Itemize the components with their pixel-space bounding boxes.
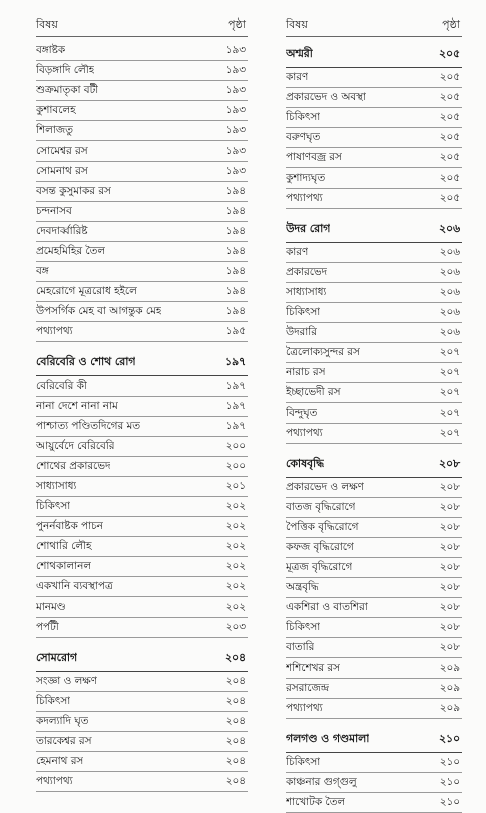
toc-entry [36, 202, 248, 222]
entry-page-number: ২১০ [439, 755, 460, 768]
entry-title: বসন্ত কুসুমাকর রস [36, 184, 111, 197]
entry-page-number: ২০৫ [439, 171, 460, 184]
entry-page-number: ২০৭ [439, 386, 460, 399]
section-title: কোষবৃদ্ধি [286, 456, 325, 470]
entry-title: শোথের প্রকারভেদ [36, 459, 111, 472]
toc-entry [286, 518, 462, 538]
entry-page-number: ২০৫ [439, 131, 460, 144]
entry-title: আয়ুর্বেদে বেরিবেরি [36, 439, 115, 452]
toc-entry [286, 793, 462, 813]
entry-title: একখানি ব্যবস্থাপত্র [36, 580, 113, 593]
entry-title: চিকিৎসা [286, 621, 321, 634]
entry-title: কফজ বৃদ্ধিরোগে [286, 540, 354, 553]
subject-heading: বিষয় [286, 18, 308, 31]
entry-page-number: ১৯৩ [225, 104, 246, 117]
entry-title: সোমেশ্বর রস [36, 144, 88, 157]
entry-title: উদরারি [286, 326, 317, 339]
entry-page-number: ২০১ [225, 479, 246, 492]
toc-entry [36, 597, 248, 617]
entry-page-number: ২০৬ [439, 245, 460, 258]
entry-page-number: ২০২ [225, 600, 246, 613]
entry-title: বাতারি [286, 641, 315, 654]
toc-entry [286, 658, 462, 678]
toc-entry [36, 222, 248, 242]
entry-page-number: ২০৯ [439, 701, 460, 714]
section-title: বেরিবেরি ও শোথ রোগ [36, 355, 136, 369]
toc-column-left [36, 14, 248, 792]
entry-page-number: ১৯৪ [225, 184, 246, 197]
entry-title: প্রমেহমিহির তৈল [36, 245, 106, 258]
entry-page-number: ১৯৪ [225, 305, 246, 318]
toc-entry [286, 638, 462, 658]
entry-title: অন্ত্রবৃদ্ধি [286, 581, 319, 594]
entry-page-number: ১৯৭ [225, 419, 246, 432]
entry-page-number: ২০২ [225, 560, 246, 573]
entry-title: মেহরোগে মূত্ররোধ হইলে [36, 285, 137, 298]
toc-entry [286, 68, 462, 88]
entry-title: কারণ [286, 245, 309, 258]
toc-entry [286, 88, 462, 108]
entry-page-number: ২১০ [439, 796, 460, 808]
toc-entry [286, 618, 462, 638]
toc-entry [36, 282, 248, 302]
toc-entry [286, 679, 462, 699]
toc-entry [286, 753, 462, 773]
entry-page-number: ১৯৭ [225, 399, 246, 412]
entry-page-number: ২০৫ [439, 111, 460, 124]
toc-entry [286, 538, 462, 558]
entry-page-number: ২০৪ [225, 714, 246, 727]
entry-title: পাশ্চাত্য পণ্ডিতদিগের মত [36, 419, 141, 432]
toc-entry [36, 497, 248, 517]
entry-title: সংজ্ঞা ও লক্ষণ [36, 674, 97, 687]
entry-page-number: ২০৮ [439, 540, 460, 553]
entry-page-number: ২০৯ [439, 681, 460, 694]
toc-entry [36, 457, 248, 477]
entry-title: শুক্রমাতৃকা বটী [36, 84, 99, 97]
entry-page-number: ১৯৪ [225, 285, 246, 298]
toc-entry [286, 578, 462, 598]
entry-title: প্রকারভেদ ও লক্ষণ [286, 480, 364, 493]
entry-page-number: ২০৮ [439, 621, 460, 634]
section-heading [286, 216, 462, 243]
entry-title: কুশাদ্যঘৃত [286, 171, 326, 184]
entry-page-number: ২০৯ [439, 661, 460, 674]
entry-title: রসরাজেন্দ্র [286, 681, 330, 694]
toc-entry [286, 323, 462, 343]
toc-entries [36, 41, 248, 792]
entry-title: শশিশেখর রস [286, 661, 341, 674]
toc-entry [36, 121, 248, 141]
toc-entry [36, 577, 248, 597]
entry-page-number: ২০৫ [439, 151, 460, 164]
toc-entry [36, 61, 248, 81]
entry-page-number: ২০৪ [225, 775, 246, 788]
entry-page-number: ২০২ [225, 580, 246, 593]
entry-page-number: ২০০ [225, 439, 246, 452]
entry-title: চিকিৎসা [286, 306, 321, 319]
toc-entry [36, 437, 248, 457]
entry-page-number: ২০৬ [439, 326, 460, 339]
section-page-number: ২০৮ [438, 456, 460, 470]
entry-title: বিড়ঙ্গাদি লৌহ [36, 64, 95, 77]
section-title: গলগণ্ড ও গণ্ডমালা [286, 731, 370, 745]
section-page-number: ১৯৭ [224, 355, 246, 369]
toc-entry [286, 283, 462, 303]
entry-title: পথ্যাপথ্য [36, 775, 73, 788]
toc-entry [36, 41, 248, 61]
section-page-number: ২১০ [438, 731, 460, 745]
entry-title: কদল্যাদি ঘৃত [36, 714, 89, 727]
toc-entry [36, 376, 248, 396]
entry-page-number: ২০৪ [225, 755, 246, 768]
entry-page-number: ২০৮ [439, 561, 460, 574]
toc-entry [36, 141, 248, 161]
entry-page-number: ২০৭ [439, 406, 460, 419]
entry-page-number: ২০৭ [439, 346, 460, 359]
section-page-number: ২০৪ [224, 650, 246, 664]
toc-entry [36, 537, 248, 557]
entry-title: মানমণ্ড [36, 600, 66, 613]
entry-page-number: ১৯৩ [225, 44, 246, 57]
entry-title: চিকিৎসা [36, 500, 71, 513]
entry-title: উপসর্গিক মেহ বা আগন্তুক মেহ [36, 305, 162, 318]
page-heading: পৃষ্ঠা [442, 18, 460, 31]
entry-page-number: ১৯৪ [225, 204, 246, 217]
toc-entry [36, 772, 248, 792]
column-header [286, 14, 462, 37]
entry-title: শিলাজতু [36, 124, 73, 137]
page-heading: পৃষ্ঠা [228, 18, 246, 31]
toc-entry [286, 403, 462, 423]
section-heading [36, 645, 248, 672]
toc-entry [286, 343, 462, 363]
toc-column-right [286, 14, 462, 813]
entry-page-number: ২০৪ [225, 735, 246, 747]
entry-page-number: ২০৪ [225, 694, 246, 707]
entry-page-number: ১৯৩ [225, 144, 246, 157]
subject-heading: বিষয় [36, 18, 58, 31]
entry-title: বঙ্গাষ্টক [36, 44, 66, 57]
entry-title: পথ্যাপথ্য [286, 191, 323, 204]
entry-page-number: ২০৫ [439, 71, 460, 84]
entry-title: পৈত্তিক বৃদ্ধিরোগে [286, 520, 359, 533]
entry-title: সাধ্যাসাধ্য [36, 479, 77, 492]
toc-entry [36, 557, 248, 577]
entry-title: বরুণঘৃত [286, 131, 321, 144]
section-gap [286, 444, 462, 451]
section-page-number: ২০৫ [438, 47, 460, 60]
entry-title: বিন্দুঘৃত [286, 406, 318, 419]
entry-title: বঙ্গ [36, 265, 49, 278]
entry-page-number: ১৯৪ [225, 265, 246, 278]
section-gap [286, 209, 462, 216]
column-header [36, 14, 248, 37]
entry-page-number: ২০৪ [225, 674, 246, 687]
entry-title: চিকিৎসা [36, 694, 71, 707]
toc-entry [36, 101, 248, 121]
entry-page-number: ২১০ [439, 775, 460, 788]
toc-entry [36, 81, 248, 101]
section-title: উদর রোগ [286, 221, 331, 235]
entry-title: প্রকারভেদ ও অবস্থা [286, 91, 367, 104]
entry-title: বাতজ বৃদ্ধিরোগে [286, 500, 356, 513]
toc-entry [36, 397, 248, 417]
entry-title: ইচ্ছাভেদী রস [286, 386, 341, 399]
entry-page-number: ২০৭ [439, 366, 460, 379]
section-page-number: ২০৬ [438, 221, 460, 235]
entry-page-number: ২০৫ [439, 191, 460, 204]
entry-title: হেমনাথ রস [36, 755, 84, 768]
toc-entry [286, 128, 462, 148]
entry-title: শাখোটক তৈল [286, 796, 346, 808]
entry-page-number: ১৯৩ [225, 84, 246, 97]
section-gap [36, 638, 248, 645]
toc-entry [286, 424, 462, 444]
toc-entry [36, 182, 248, 202]
section-gap [36, 342, 248, 349]
entry-title: কুশাবলেহ [36, 104, 76, 117]
entry-page-number: ২০২ [225, 520, 246, 533]
entry-title: শোথকালানল [36, 560, 92, 573]
entry-title: কারণ [286, 71, 309, 84]
entry-page-number: ২০৮ [439, 520, 460, 533]
toc-entry [286, 148, 462, 168]
entry-page-number: ২০২ [225, 500, 246, 513]
toc-entry [286, 243, 462, 263]
toc-entry [36, 618, 248, 638]
entry-title: দেবদার্ব্বারিষ্ট [36, 224, 88, 237]
entry-page-number: ১৯৪ [225, 224, 246, 237]
toc-entry [36, 302, 248, 322]
entry-page-number: ১৯৩ [225, 124, 246, 137]
toc-entry [286, 168, 462, 188]
entry-title: পাষাণবজ্র রস [286, 151, 342, 164]
toc-entry [286, 383, 462, 403]
toc-entry [36, 712, 248, 732]
entry-title: বেরিবেরি কী [36, 379, 87, 392]
entry-title: তারকেশ্বর রস [36, 735, 92, 747]
toc-entry [286, 699, 462, 719]
entry-title: পুনর্নবাষ্টক পাচন [36, 520, 103, 533]
entry-title: পথ্যাপথ্য [286, 426, 323, 439]
section-heading [36, 349, 248, 376]
toc-entry [36, 417, 248, 437]
entry-title: চিকিৎসা [286, 111, 321, 124]
entry-page-number: ১৯৩ [225, 64, 246, 77]
entry-title: পথ্যাপথ্য [286, 701, 323, 714]
entry-title: মূত্রজ বৃদ্ধিরোগে [286, 561, 353, 574]
toc-entry [36, 242, 248, 262]
section-heading [286, 726, 462, 753]
entry-page-number: ২০৮ [439, 641, 460, 654]
toc-entry [36, 672, 248, 692]
entry-title: একশিরা ও বাতশিরা [286, 601, 368, 614]
section-heading [286, 451, 462, 478]
section-gap [286, 719, 462, 726]
section-title: সোমরোগ [36, 650, 78, 664]
entry-page-number: ২০৬ [439, 285, 460, 298]
section-title: অশ্মরী [286, 47, 313, 60]
toc-entry [36, 162, 248, 182]
toc-entries [286, 41, 462, 813]
toc-entry [286, 363, 462, 383]
entry-page-number: ২০৫ [439, 91, 460, 104]
entry-page-number: ২০০ [225, 459, 246, 472]
toc-entry [286, 498, 462, 518]
toc-entry [36, 732, 248, 752]
toc-entry [36, 477, 248, 497]
entry-page-number: ১৯৪ [225, 245, 246, 258]
toc-entry [286, 303, 462, 323]
toc-entry [286, 108, 462, 128]
entry-title: নারাচ রস [286, 366, 326, 379]
entry-title: শোথারি লৌহ [36, 540, 92, 553]
entry-page-number: ২০৭ [439, 426, 460, 439]
entry-title: পর্পটী [36, 620, 59, 633]
toc-entry [36, 692, 248, 712]
section-heading [286, 41, 462, 68]
entry-title: চন্দনাসব [36, 204, 72, 217]
toc-entry [36, 262, 248, 282]
entry-title: চিকিৎসা [286, 755, 321, 768]
toc-entry [36, 517, 248, 537]
entry-page-number: ২০৩ [225, 620, 246, 633]
toc-entry [286, 263, 462, 283]
entry-title: সোমনাথ রস [36, 164, 88, 177]
entry-title: সাধ্যাসাধ্য [286, 285, 327, 298]
toc-entry [286, 558, 462, 578]
entry-title: পথ্যাপথ্য [36, 325, 73, 338]
entry-page-number: ২০৬ [439, 265, 460, 278]
entry-title: ত্রৈলোক্যসুন্দর রস [286, 346, 360, 359]
entry-page-number: ১৯৭ [225, 379, 246, 392]
toc-entry [286, 189, 462, 209]
entry-page-number: ২০৬ [439, 306, 460, 319]
entry-page-number: ২০৮ [439, 500, 460, 513]
entry-page-number: ১৯৩ [225, 164, 246, 177]
entry-title: প্রকারভেদ [286, 265, 328, 278]
toc-entry [36, 322, 248, 342]
entry-page-number: ২০৮ [439, 601, 460, 614]
entry-page-number: ২০২ [225, 540, 246, 553]
toc-entry [286, 598, 462, 618]
toc-entry [286, 773, 462, 793]
entry-title: নানা দেশে নানা নাম [36, 399, 118, 412]
entry-page-number: ১৯৫ [225, 325, 246, 338]
entry-page-number: ২০৮ [439, 480, 460, 493]
toc-entry [286, 478, 462, 498]
toc-entry [36, 752, 248, 772]
entry-title: কাঞ্চনার গুগ্গুলু [286, 775, 357, 788]
entry-page-number: ২০৮ [439, 581, 460, 594]
